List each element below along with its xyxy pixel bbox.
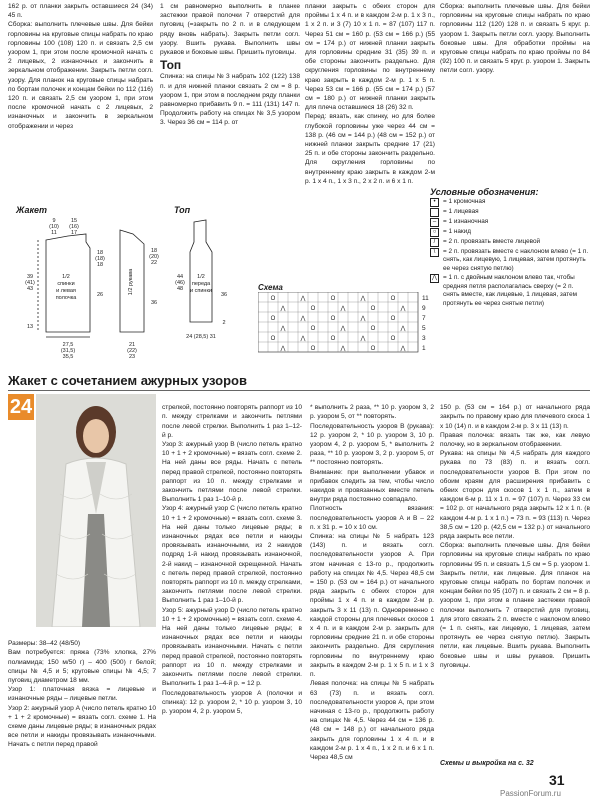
article-header xyxy=(8,372,590,391)
scheme-row-5: 5 xyxy=(422,325,426,332)
jacket-pattern-diagram xyxy=(8,212,178,367)
symbols-legend xyxy=(430,188,590,308)
model-illustration xyxy=(36,394,156,627)
jacket-sleeve-bottom-2: (22) xyxy=(127,348,137,354)
svg-text:Ο: Ο xyxy=(370,346,376,352)
jacket-sleeve-side-2: (20) xyxy=(149,254,159,260)
top-dim-36: 36 xyxy=(220,292,228,298)
top-dim-left-3: 48 xyxy=(176,286,184,292)
article-title: Жакет с сочетанием ажурных узоров xyxy=(8,373,247,388)
jacket-dim-bottom-1: 27,5 xyxy=(62,342,74,348)
top-col2-p2: Спинка: на спицы № 3 набрать 102 (122) 138 п. и для нижней планки связать 2 см = 8 р. узором 1, при этом в последнем ряду планки равномерно прибавить 9 п. = 111 (131) 147 п. Продолжить работу на спицах № 3,5 узором 3. Через 36 см = 114 р. от xyxy=(160,73,300,127)
article-right-column xyxy=(440,394,590,756)
top-col-4 xyxy=(440,2,590,182)
jacket-dim-top-6: 17 xyxy=(70,230,78,236)
top-piece: 1/2 переда и спинки xyxy=(190,274,212,294)
svg-text:⋀: ⋀ xyxy=(340,346,346,352)
svg-text:⋀: ⋀ xyxy=(300,296,306,302)
jacket-dim-top-1: 9 xyxy=(52,218,56,224)
top-dim-bottom: 24 (28,5) 31 xyxy=(186,334,216,340)
double-decrease-icon: ⋀ xyxy=(430,274,439,283)
svg-text:⋀: ⋀ xyxy=(360,336,366,342)
svg-text:Ο: Ο xyxy=(390,296,396,302)
article-right-text: 150 р. (53 см = 164 р.) от начального ряда закрыть по правому краю для плечевого скоса 1 х 10 (14) п. и в каждом 2-м р. 3 х 11 (13) п. Правая полочка: вязать так же, как левую полочку, но в зеркальном отображении. Рукава: на спицы № 4,5 набрать для каждого рукава по 73 (83) п. и вязать согл. последовательности узоров В. При этом по обоим краям для расширения прибавить с обеих сторон для скосов 1 х 1 п., затем в каждом 6-м р. 11 х 1 п. = 97 (107) п. Через 33 см = 102 р. от начального ряда закрыть 12 х 1 п. (в каждом 4-м р. 1 х 1 п.) = 73 п. = 93 (113) п. Через 38,5 см = 120 р. (42,5 см = 132 р.) от начального ряда закрыть все петли. Сборка: выполнить плечевые швы. Для бейки горловины на круговые спицы набрать по краю горловины 95 п. и связать 1,5 см = 5 р. узором 1. Закрыть петли, как лицевые. Для планок на круговые спицы набрать по бортам полочек и концам бейки по 95 (107) п. и связать 2 см = 8 р. узором 1, при этом в планке застежки правой полочки выполнить 7 отверстий для пуговиц, для этого связать 2 п. вместе с наклоном влево (= 1 п. снять, как лицевую, 1 лицевая, затем протянуть ее через снятую петлю). Закрыть петли, как лицевые. Вшить рукава. Выполнить боковые швы и швы рукавов. Пришить пуговицы. xyxy=(440,404,590,669)
article-middle-column-1 xyxy=(162,394,302,784)
svg-text:Ο: Ο xyxy=(270,336,276,342)
svg-text:Ο: Ο xyxy=(390,336,396,342)
jacket-sleeve-side-3: 22 xyxy=(150,260,158,266)
page-number: 31 xyxy=(549,772,565,788)
svg-text:Ο: Ο xyxy=(270,316,276,322)
svg-text:⋀: ⋀ xyxy=(280,346,286,352)
svg-text:⋀: ⋀ xyxy=(300,316,306,322)
jacket-dim-top-2: (10) xyxy=(49,224,59,230)
svg-text:⋀: ⋀ xyxy=(280,306,286,312)
article-left-column xyxy=(8,630,156,780)
top-col1-p1: 162 р. от планки закрыть оставшиеся 24 (34) 45 п. xyxy=(8,3,153,20)
top-col2-p1: 1 см равномерно выполнить в планке застежки правой полочки 7 отверстий для пуговиц (=закрыть по 2 п. и в следующем ряду вновь набрать). Закрыть петли согл. узору. Вшить рукава. Выполнить швы рукавов и боковые швы. Пришить пуговицы. xyxy=(160,3,300,57)
top-col-3 xyxy=(305,2,435,220)
svg-text:Ο: Ο xyxy=(310,306,316,312)
jacket-dim-side-3: 18 xyxy=(96,262,104,268)
knit-stitch-icon xyxy=(430,208,439,217)
top-col3-p2: Перед: вязать, как спинку, но для более глубокой горловины уже через 44 см = 138 р. (46 см = 144 р.) (48 см = 152 р.) от нижней планки закрыть средние 17 (21) 25 п. и обе стороны закончить раздельно. Для скругления горловины по внутреннему краю закрыть в каждом 2-м р. 1 х 4 п., 1 х 3 п., 2 х 2 п. и 6 х 1 п. xyxy=(305,113,435,185)
svg-text:Ο: Ο xyxy=(270,296,276,302)
svg-text:⋀: ⋀ xyxy=(400,306,406,312)
top-col-1 xyxy=(8,2,153,202)
legend-title: Условные обозначения: xyxy=(430,187,539,197)
svg-text:Ο: Ο xyxy=(330,296,336,302)
ssk-icon: \ xyxy=(430,248,439,257)
model-photo xyxy=(36,394,156,627)
scheme-row-7: 7 xyxy=(422,315,426,322)
top-col1-p2: Сборка: выполнить плечевые швы. Для бейки горловины на круговые спицы набрать по краю горловины 100 (108) 120 п. и связать 2,5 см узором 1, при этом после кромочной начать с 2 лицевых, 2 изнаночных и закончить в зеркальном отображении. Закрыть петли согл. узору. Для планок на круговые спицы набрать по бортам полочек и концам бейки по 112 (116) 120 п. и связать 2,5 см узором 1, при этом после кромочной начать с 2 лицевых, 2 изнаночных и закончить в зеркальном отображении и через xyxy=(8,21,153,130)
svg-text:Ο: Ο xyxy=(330,316,336,322)
article-left-text: Размеры: 38–42 (48/50) Вам потребуется: пряжа (73% хлопка, 27% полиамида; 150 м/50 г) – 400 (500) г белой; спицы № 4,5 и 5; круговые спицы № 4,5; 7 пуговиц диаметром 18 мм. Узор 1: платочная вязка = лицевые и изнаночные ряды – лицевые петли. Узор 2: ажурный узор А (число петель кратно 10 + 1 + 2 кромочные) = вязать согл. схеме 1. На схеме даны лицевые ряды; в изнаночных рядах все петли и накиды провязывать изнаночными. Начать с петли перед правой xyxy=(8,640,156,749)
legend-item: • = 1 кромочная xyxy=(430,198,590,207)
article-mid1-text: стрелкой, постоянно повторять раппорт из 10 п. между стрелками и закончить петлями после левой стрелки. Выполнить 1 раз 1–12-й р. Узор 3: ажурный узор В (число петель кратно 10 + 1 + 2 кромочные) = вязать согл. схеме 2. На ней даны все ряды. Начать с петель перед правой стрелкой, постоянно повторять раппорт из 10 п. между стрелками и закончить петлями после левой стрелки. Выполнить 1 раз 1–10-й р. Узор 4: ажурный узор С (число петель кратно 10 + 1 + 2 кромочные) = вязать согл. схеме 3. На ней даны только лицевые ряды; в изнаночных рядах все петли и накиды провязывать изнаночными, из 2 накидов подряд 1-й накид провязывать изнаночной, 2-й накид – изнаночной скрещенной. Начать с петель перед правой стрелкой, постоянно повторять раппорт из 10 п. между стрелками, закончить петлями после левой стрелки. Выполнить 1 раз 1–10-й р. Узор 5: ажурный узор D (число петель кратно 10 + 1 + 2 кромочные) = вязать согл. схеме 4. На ней даны только лицевые ряды; в изнаночных рядах все петли и накиды провязывать изнаночными. Начать с петли перед правой стрелкой, постоянно повторять раппорт из 10 п. между стрелками и закончить петлями после левой стрелки. Выполнить 1 раз 1–4-й р. = 12 р. Последовательность узоров А (полочки и спинка): 12 р. узором 2, * 10 р. узором 3, 10 р. узором 4, 2 р. узором 5, xyxy=(162,404,302,715)
svg-text:⋀: ⋀ xyxy=(400,326,406,332)
top-col3-p1: планки закрыть с обеих сторон для проймы 1 х 4 п. и в каждом 2-м р. 1 х 3 п., 1 х 2 п. и 3 (7) 10 х 1 п. = 87 (107) 117 п. Через 51 см = 160 р. (53 см = 166 р.) (55 см = 174 р.) от нижней планки закрыть для горловины средние 31 (35) 39 п. и обе стороны закончить раздельно. Для скругления горловины по внутреннему краю закрыть в каждом 2-м р. 1 х 5 п. Через 53 см = 166 р. (55 см = 174 р.) (57 см = 180 р.) от нижней планки закрыть для плеча оставшиеся 18 (26) 32 п. xyxy=(305,3,435,112)
svg-text:Ο: Ο xyxy=(310,326,316,332)
legend-item: ⋀ = 1 п. с двойным наклоном влево так, чтобы средняя петля располагалась сверху (= 2 п. снять вместе, как лицевые, 1 лицевая, затем протянуть ее через снятые петли) xyxy=(430,274,590,308)
jacket-dim-left-1: 39 xyxy=(26,274,34,280)
top-diagram-label: Топ xyxy=(174,205,191,215)
svg-text:⋀: ⋀ xyxy=(280,326,286,332)
svg-text:Ο: Ο xyxy=(330,336,336,342)
top-dim-left-2: (46) xyxy=(175,280,185,286)
jacket-dim-side-1: 18 xyxy=(96,250,104,256)
k2tog-icon: / xyxy=(430,238,439,247)
pattern-number-badge: 24 xyxy=(9,396,33,418)
legend-item: = 1 лицевая xyxy=(430,208,590,217)
svg-text:⋀: ⋀ xyxy=(400,346,406,352)
legend-item: – = 1 изнаночная xyxy=(430,218,590,227)
scheme-row-11: 11 xyxy=(422,295,429,302)
footer-note: Схемы и выкройка на с. 32 xyxy=(440,760,534,767)
jacket-sleeve-bottom-1: 21 xyxy=(128,342,136,348)
jacket-sleeve-bottom-3: 23 xyxy=(128,354,136,360)
top-dim-left-1: 44 xyxy=(176,274,184,280)
jacket-dim-bottom-3: 35,5 xyxy=(62,354,74,360)
purl-stitch-icon: – xyxy=(430,218,439,227)
jacket-dim-top-4: 15 xyxy=(70,218,78,224)
svg-text:⋀: ⋀ xyxy=(340,306,346,312)
jacket-sleeve-side-1: 18 xyxy=(150,248,158,254)
scheme-row-9: 9 xyxy=(422,305,426,312)
yarn-over-icon: ○ xyxy=(430,228,439,237)
top-body-outline xyxy=(190,220,212,322)
scheme-row-1: 1 xyxy=(422,345,426,352)
site-watermark: PassionForum.ru xyxy=(500,789,561,798)
svg-text:⋀: ⋀ xyxy=(340,326,346,332)
selvage-stitch-icon: • xyxy=(430,198,439,207)
jacket-dim-top-5: (16) xyxy=(69,224,79,230)
legend-item: ○ = 1 накид xyxy=(430,228,590,237)
top-pattern-diagram xyxy=(172,212,252,362)
svg-text:Ο: Ο xyxy=(370,306,376,312)
legend-item: \ = 2 п. провязать вместе с наклоном влево (= 1 п. снять, как лицевую, 1 лицевая, затем протянуть ее через снятую петлю) xyxy=(430,248,590,274)
jacket-dim-13: 13 xyxy=(26,324,34,330)
svg-text:⋀: ⋀ xyxy=(360,316,366,322)
article-middle-column-2 xyxy=(310,394,434,784)
jacket-dim-side-2: (18) xyxy=(95,256,105,262)
legend-item: / = 2 п. провязать вместе лицевой xyxy=(430,238,590,247)
jacket-sleeve-36: 36 xyxy=(150,300,158,306)
jacket-dim-top-3: 11 xyxy=(51,230,57,236)
svg-text:Ο: Ο xyxy=(310,346,316,352)
scheme-label: Схема xyxy=(258,283,283,292)
jacket-dim-26: 26 xyxy=(96,292,104,298)
svg-text:Ο: Ο xyxy=(370,326,376,332)
jacket-dim-bottom-2: (31,5) xyxy=(60,348,76,354)
top-col4-p1: Сборка: выполнить плечевые швы. Для бейки горловины на круговые спицы набрать по краю горловины 112 (120) 128 п. и связать 5 круг. р. узором 1. Закрыть петли согл. узору. Выполнить боковые швы. Для обработки проймы на круговые спицы набрать по краю проймы по 84 (92) 100 п. и связать 5 круг. р. узором 1. Закрыть петли согл. узору. xyxy=(440,3,590,75)
jacket-dim-left-3: 43 xyxy=(26,286,34,292)
scheme-row-3: 3 xyxy=(422,335,426,342)
top-section-title: Топ xyxy=(160,58,182,73)
jacket-piece-2: 1/2 рукава xyxy=(128,268,134,296)
top-dim-2: 2 xyxy=(222,320,226,326)
svg-text:Ο: Ο xyxy=(390,316,396,322)
jacket-diagram-label: Жакет xyxy=(16,205,48,215)
article-mid2-text: * выполнить 2 раза, ** 10 р. узором 3, 2 р. узором 5, от ** повторять. Последовательность узоров В (рукава): 12 р. узором 2, * 10 р. узором 3, 10 р. узором 4, 2 р. узором 5, * выполнить 2 раза, ** 10 р. узором 3, 2 р. узором 5, от ** постоянно повторять. Внимание: при выполнении убавок и прибавок следить за тем, чтобы число накидов и провязанных вместе петель внутри ряда постоянно совпадало. Плотность вязания: последовательность узоров А и В – 22 п. х 31 р. = 10 х 10 см. Спинка: на спицы № 5 набрать 123 (143) п. и вязать согл. последовательности узоров А. При этом начиная с 13-го р., продолжить работу на спицах № 4,5. Через 48,5 см = 150 р. (53 см = 164 р.) от начального ряда закрыть с обеих сторон для проймы 1 х 4 п. и в каждом 2-м р. закрыть 3 х 11 (13) п. Одновременно с каждой стороны для плечевых скосов 1 х 4 п. и в каждом 2-м р. закрыть для горловины средние 21 п. и обе стороны закончить раздельно. Для скругления горловины по внутреннему краю закрыть в каждом 2-м р. 1 х 5 п. и 1 х 3 п. Левая полочка: на спицы № 5 набрать 63 (73) п. и вязать согл. последовательности узоров А, при этом начиная с 13-го р., продолжить работу на спицах № 4,5. Через 44 см = 136 р. (48 см = 148 р.) от начального ряда закрыть для горловины 1 х 4 п. и в каждом 2-м р. 1 х 4 п., 1 х 2 п. и 6 х 1 п. Через 48,5 см xyxy=(310,404,434,761)
jacket-dim-left-2: (41) xyxy=(25,280,35,286)
svg-text:⋀: ⋀ xyxy=(300,336,306,342)
top-col-2 xyxy=(160,2,300,202)
svg-text:⋀: ⋀ xyxy=(360,296,366,302)
jacket-piece-1: 1/2 спинки и левая полочка xyxy=(55,274,77,301)
stitch-scheme xyxy=(258,292,433,357)
